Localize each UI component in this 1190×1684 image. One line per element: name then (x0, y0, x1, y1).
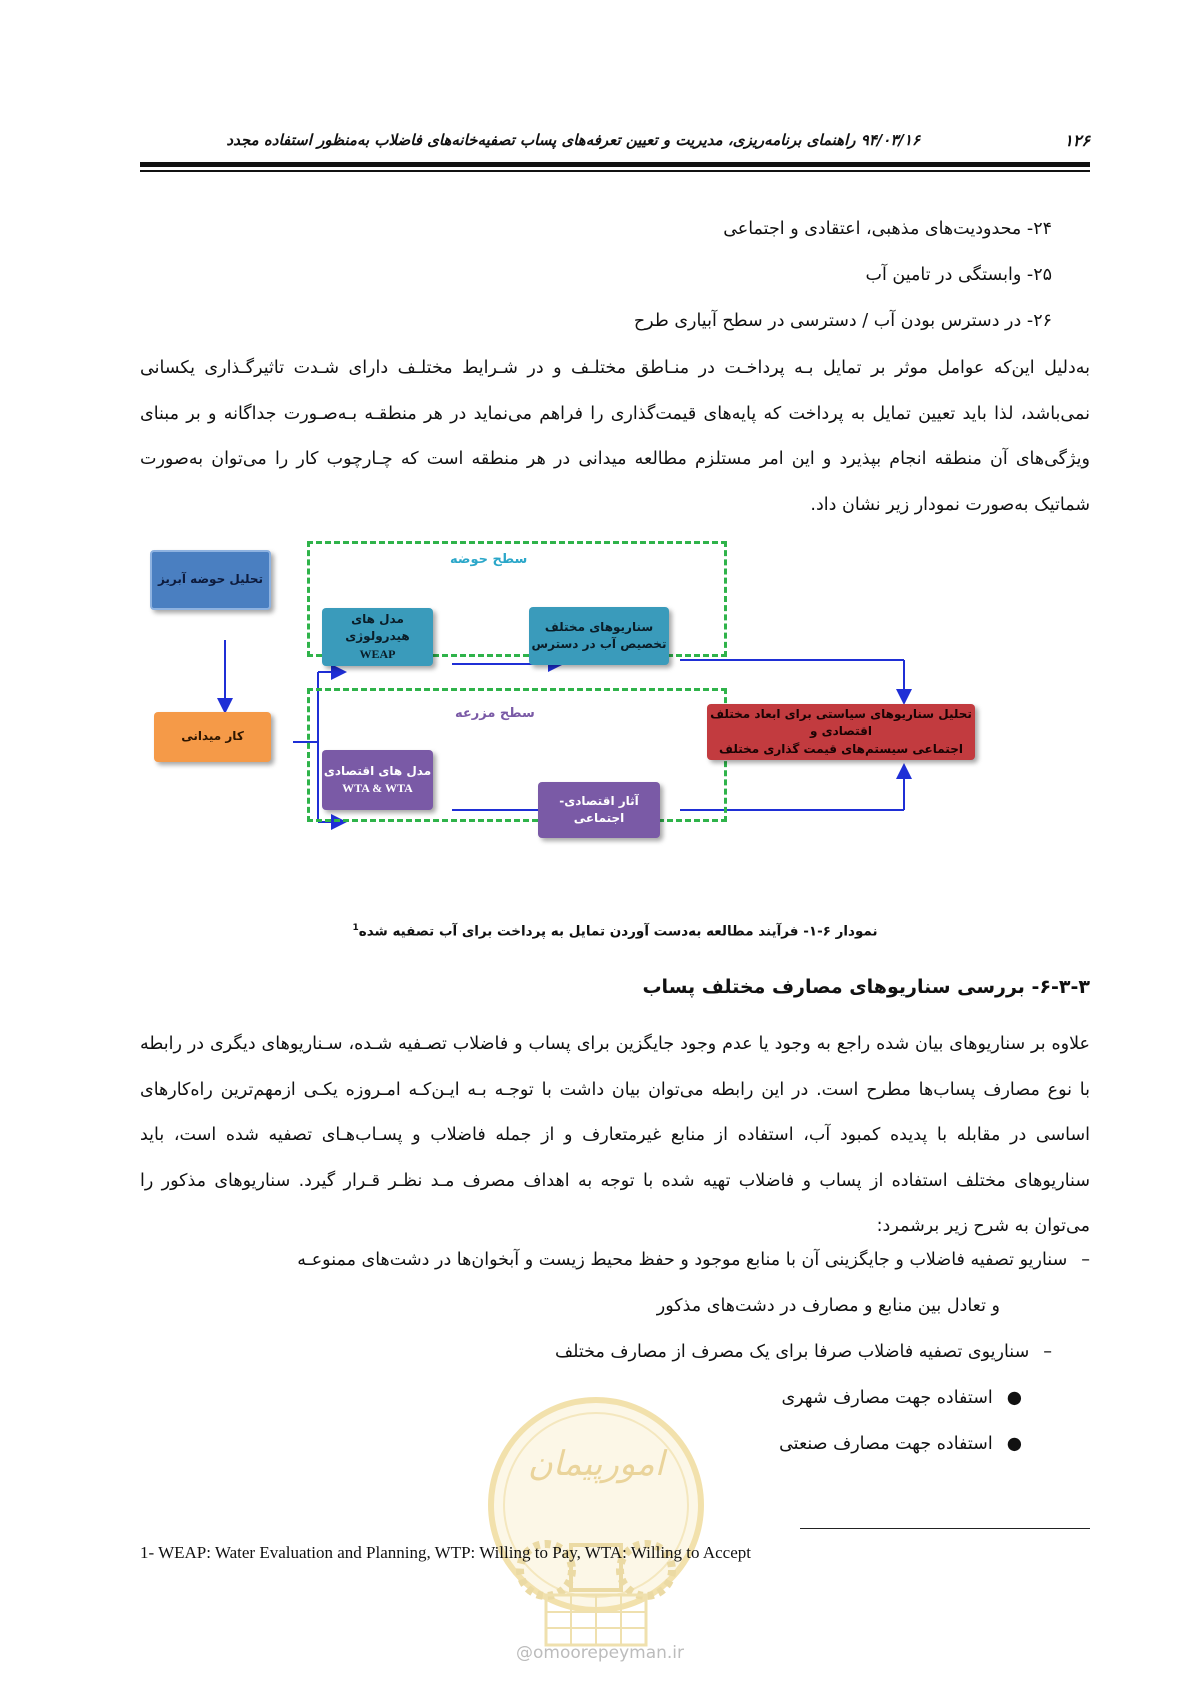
scenarios-box (529, 607, 669, 665)
footnote: 1- WEAP: Water Evaluation and Planning, WTP: Willing to Pay, WTA: Willing to Accept (140, 1543, 751, 1562)
hydro-model-box (322, 608, 433, 666)
policy-analysis-label-1: تحلیل سناریوهای سیاستی برای ابعاد مختلف اقتصادی و (710, 706, 972, 739)
header-rule-thin (140, 170, 1090, 172)
policy-analysis-label-2: اجتماعی سیستم‌های قیمت گذاری مختلف (719, 741, 963, 756)
hydro-model-label: مدل های هیدرولوژی (345, 611, 410, 644)
running-header-title: ۹۴/۰۳/۱۶ راهنمای برنامه‌ریزی، مدیریت و تعیین تعرفه‌های پساب تصفیه‌خانه‌های فاضلاب به‌منظور استفاده مجدد (226, 131, 920, 149)
process-diagram (150, 552, 1090, 880)
bullet-list-item (781, 1388, 1022, 1408)
dash-marker: – (1043, 1342, 1052, 1362)
bullet-dot-icon: ● (1006, 1434, 1022, 1454)
dash-item-text: سناریوی تصفیه فاضلاب صرفا برای یک مصرف از مصارف مختلف (554, 1342, 1030, 1362)
figure-caption (140, 923, 1090, 940)
dash-list-item (555, 1342, 1052, 1362)
page-number: ۱۲۶ (1064, 131, 1090, 150)
dash-marker: – (1081, 1250, 1090, 1270)
dash-list-item-continuation: و تعادل بین منابع و مصارف در دشت‌های مذکور (656, 1296, 1000, 1316)
econ-model-box (322, 750, 433, 810)
basin-analysis-box (150, 550, 271, 610)
caption-text: نمودار ۶-۱- فرآیند مطالعه به‌دست آوردن تمایل به پرداخت برای آب تصفیه شده (358, 923, 878, 940)
econ-model-wta: WTA & WTA (342, 781, 413, 795)
basin-level-title: سطح حوضه (450, 552, 528, 567)
body-paragraph: علاوه بر سناریوهای بیان شده راجع به وجود یا عدم وجود جایگزین برای پساب و فاضلاب تصـفیه شـده، سـناریوهای دیگری در رابطه با نوع مصارف پساب‌ها مطرح است. در این رابطه می‌توان بیان داشت با توجـه بـه ایـن‌کـه امـروزه یکـی ازمهم‌ترین راه‌کارهای اساسی در مقابله با پدیده کمبود آب، استفاده از منابع غیرمتعارف و از جمله فاضلاب و پسـاب‌هـای تصفیه شده است، باید سناریوهای مختلف استفاده از پساب و فاضلاب تهیه شده با توجه به اهداف مصرف مـد نظـر قـرار گیرد. سناریوهای مذکور را می‌توان به شرح زیر برشمرد: (140, 1034, 1090, 1236)
caption-footnote-mark: 1 (352, 923, 359, 933)
econ-model-label: مدل های اقتصادی (323, 763, 432, 778)
socio-effects-box (538, 782, 660, 838)
field-work-label: کار میدانی (181, 729, 244, 744)
list-item: ۲۵- وابستگی در تامین آب (865, 265, 1052, 285)
header-rule (140, 162, 1090, 167)
bullet-list-item (779, 1434, 1022, 1454)
bullet-item-text: استفاده جهت مصارف صنعتی (779, 1434, 993, 1454)
field-work-box (154, 712, 271, 762)
scenarios-label-1: سناریوهای مختلف (544, 619, 654, 634)
socio-effects-label: آثار اقتصادی-اجتماعی (559, 793, 639, 825)
body-paragraph: به‌دلیل این‌که عوامل موثر بر تمایل بـه پرداخـت در منـاطق مختلـف و در شـرایط مختلـف دارای شـدت تاثیرگـذاری یکسانی نمی‌باشد، لذا باید تعیین تمایل به پرداخت که پایه‌های قیمت‌گذاری را فراهم می‌نماید در هر منطقـه بـه‌صـورت جداگانه و بر مبنای ویژگی‌های آن منطقه انجام بپذیرد و این امر مستلزم مطالعه میدانی در هر منطقه است که چـارچوب کار را می‌توان به‌صورت شماتیک به‌صورت نمودار زیر نشان داد. (140, 358, 1090, 515)
footnote-rule (800, 1528, 1090, 1529)
dash-list-item (297, 1250, 1090, 1270)
scenarios-label-2: تخصیص آب در دسترس (531, 637, 667, 651)
section-heading: ۶-۳-۳- بررسی سناریوهای مصارف مختلف پساب (642, 976, 1090, 998)
list-item: ۲۶- در دسترس بودن آب / دسترسی در سطح آبیاری طرح (633, 311, 1052, 331)
hydro-model-weap: WEAP (359, 646, 396, 661)
policy-analysis-box (707, 704, 975, 760)
watermark-logo-icon (476, 1395, 716, 1665)
basin-analysis-label: تحلیل حوضه آبریز (157, 572, 264, 587)
dash-item-text: سناریو تصفیه فاضلاب و جایگزینی آن با منابع موجود و حفظ محیط زیست و آبخوان‌ها در دشت‌های ممنوعـه (297, 1250, 1068, 1270)
watermark-site-text: @omoorepeyman.ir (515, 1643, 685, 1663)
bullet-item-text: استفاده جهت مصارف شهری (781, 1388, 993, 1408)
farm-level-title: سطح مزرعه (455, 706, 535, 721)
svg-text:امورپیمان: امورپیمان (527, 1444, 665, 1484)
bullet-dot-icon: ● (1006, 1388, 1022, 1408)
list-item: ۲۴- محدودیت‌های مذهبی، اعتقادی و اجتماعی (723, 219, 1052, 239)
